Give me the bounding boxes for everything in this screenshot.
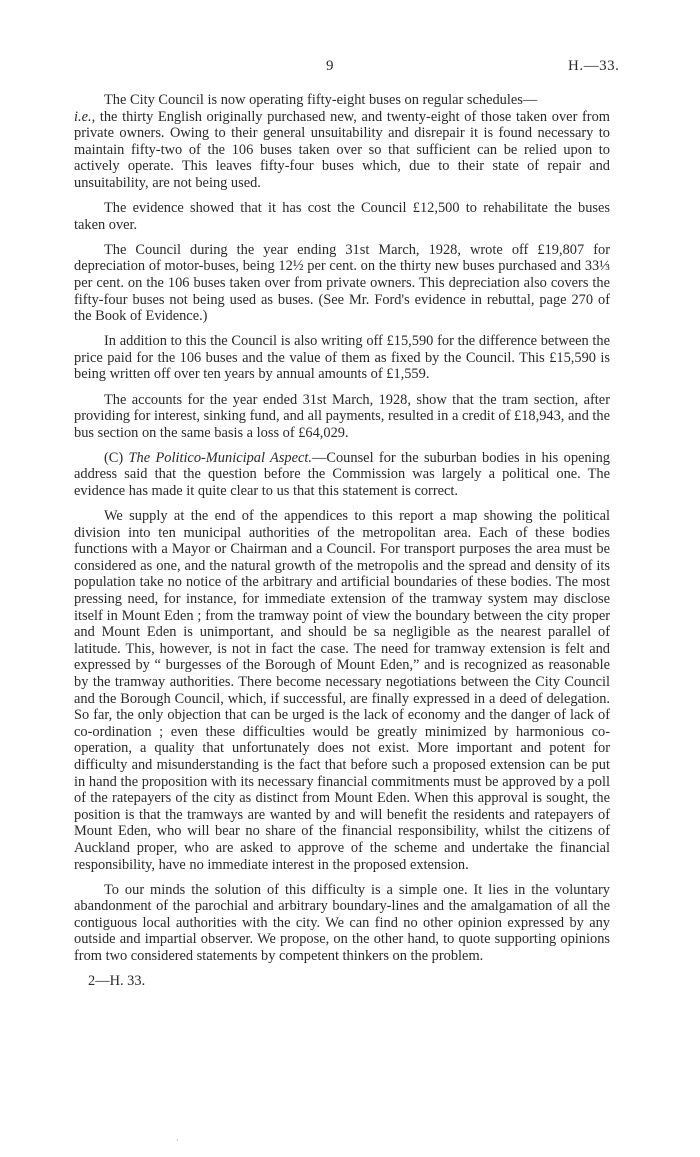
document-reference: H.—33. <box>568 58 620 74</box>
paragraph-map-municipal-authorities: We supply at the end of the appendices to this report a map showing the political division into ten municipal authorities of the metropolitan area. Each of these bodies functions with a Mayor or Chairman and a Council. For transport purposes the area must be considered as one, and the natural growth of the metropolis and the spread and density of its population take no notice of the arbitrary and artificial boundaries of these bodies. The most pressing need, for instance, for immediate extension of the tramway system may disclose itself in Mount Eden ; from the tramway point of view the boundary between the city proper and Mount Eden is unimportant, and should be sa negligible as the nearest parallel of latitude. This, however, is not in fact the case. The need for tramway extension is felt and expressed by “ burgesses of the Borough of Mount Eden,” and is recognized as reasonable by the tramway authorities. There become necessary negotiations between the City Council and the Borough Council, which, if successful, are finally expressed in a deed of delegation. So far, the only objection that can be urged is the lack of economy and the danger of lack of co-ordination ; even these difficulties would be greatly minimized by harmonious co-operation, a quality that unfortunately does not exist. More important and potent for difficulty and misunderstanding is the fact that before such a proposed extension can be put in hand the proposition with its necessary financial commitments must be approved by a poll of the ratepayers of the city as distinct from Mount Eden. When this approval is sought, the position is that the tramways are wanted by and will benefit the residents and ratepayers of Mount Eden, who will bear no share of the financial responsibility, whilst the citizens of Auckland proper, who are asked to approve of the scheme and undertake the financial responsibility, have no immediate interest in the proposed extension. <box>74 508 610 873</box>
paragraph-accounts: The accounts for the year ended 31st March, 1928, show that the tram section, after providing for interest, sinking fund, and all payments, resulted in a credit of £18,943, and the bus section on the same basis a loss of £64,029. <box>74 391 610 441</box>
paragraph-buses-operating <box>74 92 610 192</box>
body-text <box>74 92 610 990</box>
page-header <box>0 58 700 78</box>
paragraph-rehabilitation-cost: The evidence showed that it has cost the Council £12,500 to rehabilitate the buses taken over. <box>74 200 610 233</box>
section-label: (C) <box>104 449 129 466</box>
sheet-reference: 2—H. 33. <box>88 972 146 989</box>
paragraph-depreciation: The Council during the year ending 31st March, 1928, wrote off £19,807 for depreciation of motor-buses, being 12½ per cent. on the thirty new buses purchased and 33⅓ per cent. on the 106 buses taken over from private owners. This depreciation also covers the fifty-four buses not being used as buses. (See Mr. Ford's evidence in rebuttal, page 270 of the Book of Evidence.) <box>74 241 610 325</box>
paragraph-write-off: In addition to this the Council is also writing off £15,590 for the difference between the price paid for the 106 buses and the value of them as fixed by the Council. This £15,590 is being written off over ten years by annual amounts of £1,559. <box>74 333 610 383</box>
stray-mark: · <box>176 1136 179 1145</box>
paragraph-text: the thirty English originally purchased new, and twenty-eight of those taken over from private owners. Owing to their general unsuitability and disrepair it is found necessary to maintain fifty-two of the 106 buses taken over so that sufficient can be relied upon to actively operate. This leaves fifty-four buses which, due to their state of repair and unsuitability, are not being used. <box>74 108 610 191</box>
paragraph-intro: The City Council is now operating fifty-eight buses on regular schedules— <box>104 92 538 108</box>
paragraph-politico-municipal <box>74 450 610 500</box>
page-number: 9 <box>326 58 334 74</box>
section-heading: The Politico-Municipal Aspect. <box>128 449 312 466</box>
italic-ie: i.e., <box>74 108 96 125</box>
paragraph-text: —Counsel for the suburban bodies in his opening address said that the question before the Commission was largely a political one. The evidence has made it quite clear to us that this statement is correct. <box>74 449 610 499</box>
paragraph-solution: To our minds the solution of this difficulty is a simple one. It lies in the voluntary abandonment of the parochial and arbitrary boundary-lines and the amalgamation of all the contiguous local authorities with the city. We can find no other opinion expressed by any outside and impartial observer. We propose, on the other hand, to quote supporting opinions from two considered statements by competent thinkers on the problem. <box>74 881 610 964</box>
